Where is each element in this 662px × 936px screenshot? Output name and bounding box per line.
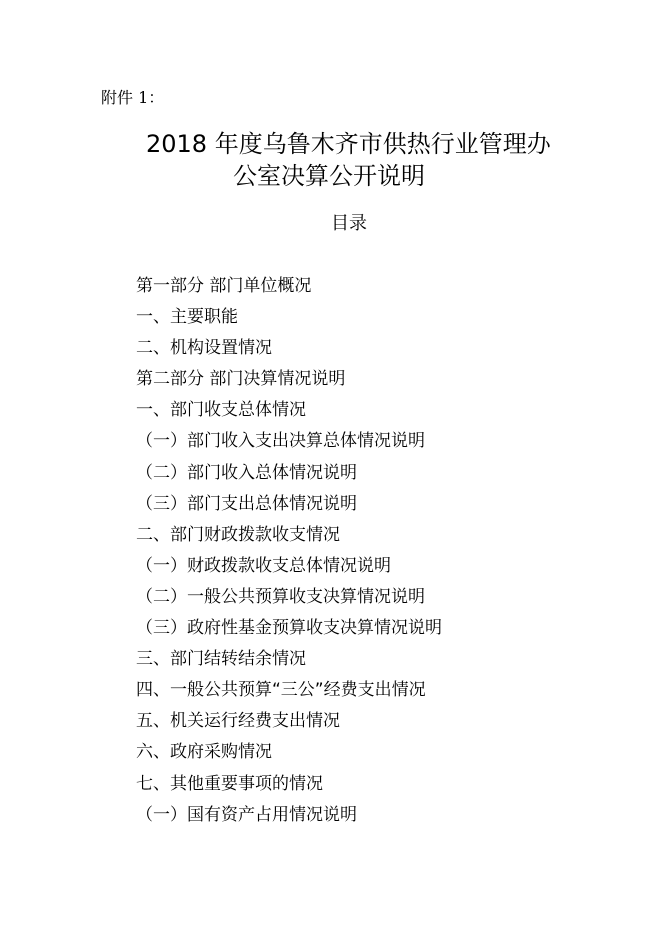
toc-entry: 第二部分 部门决算情况说明 <box>136 369 346 390</box>
toc-entry: 六、政府采购情况 <box>136 742 272 763</box>
document-title-line-2: 公室决算公开说明 <box>233 162 425 191</box>
toc-entry: 四、一般公共预算“三公”经费支出情况 <box>136 680 426 701</box>
toc-entry: 第一部分 部门单位概况 <box>136 276 312 296</box>
toc-entry: 二、部门财政拨款收支情况 <box>136 524 340 545</box>
toc-heading: 目录 <box>331 213 367 234</box>
toc-entry: （三）部门支出总体情况说明 <box>136 493 357 514</box>
toc-entry: （二）一般公共预算收支决算情况说明 <box>136 586 425 607</box>
document-title-line-1: 2018 年度乌鲁木齐市供热行业管理办 <box>146 130 551 159</box>
toc-entry: （一）部门收入支出决算总体情况说明 <box>136 431 425 452</box>
toc-entry: 七、其他重要事项的情况 <box>136 773 323 794</box>
attachment-label: 附件 1： <box>101 88 165 107</box>
toc-entry: （一）国有资产占用情况说明 <box>136 804 357 825</box>
toc-entry: （二）部门收入总体情况说明 <box>136 462 357 483</box>
toc-entry: 五、机关运行经费支出情况 <box>136 711 340 732</box>
table-of-contents <box>136 272 442 832</box>
toc-entry: 一、部门收支总体情况 <box>136 400 306 421</box>
toc-entry: （三）政府性基金预算收支决算情况说明 <box>136 618 442 639</box>
toc-entry: 二、机构设置情况 <box>136 338 272 359</box>
toc-entry: 一、主要职能 <box>136 307 238 328</box>
toc-entry: （一）财政拨款收支总体情况说明 <box>136 555 391 576</box>
toc-entry: 三、部门结转结余情况 <box>136 649 306 670</box>
